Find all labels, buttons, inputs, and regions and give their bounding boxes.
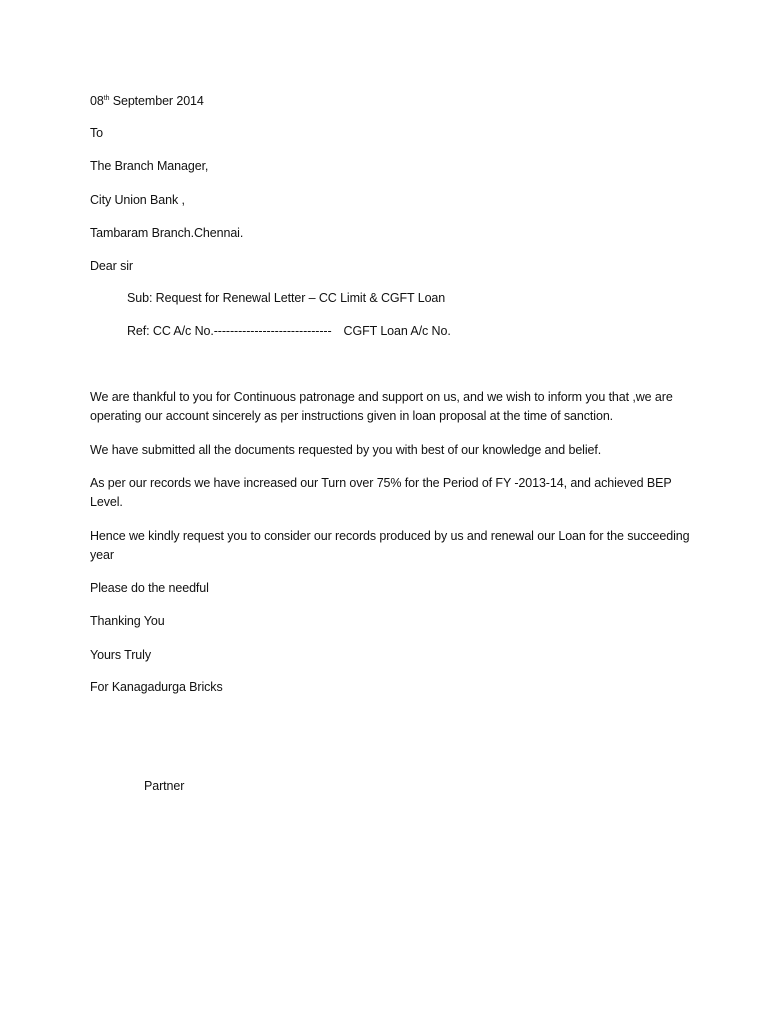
reference-cgft: CGFT Loan A/c No.	[343, 324, 451, 338]
company-name: For Kanagadurga Bricks	[90, 680, 223, 694]
thanks-line: Thanking You	[90, 614, 165, 628]
body-paragraph-3: As per our records we have increased our Turn over 75% for the Period of FY -2013-14, and achieved BEP Level.	[90, 476, 672, 509]
recipient-bank: City Union Bank ,	[90, 193, 185, 207]
sign-off: Yours Truly	[90, 648, 151, 662]
date-suffix: th	[103, 95, 110, 102]
date-month-year: September 2014	[109, 94, 204, 108]
salutation: Dear sir	[90, 259, 133, 273]
recipient-branch: Tambaram Branch.Chennai.	[90, 226, 244, 240]
letter-date	[90, 92, 204, 111]
reference-cc: Ref: CC A/c No.-----------------------------	[127, 324, 332, 338]
signatory-title: Partner	[144, 779, 185, 793]
to-label: To	[90, 126, 104, 140]
recipient-title: The Branch Manager,	[90, 159, 209, 173]
subject-line: Sub: Request for Renewal Letter – CC Limit & CGFT Loan	[127, 291, 446, 305]
date-day: 08	[90, 94, 104, 108]
closing-request: Please do the needful	[90, 581, 209, 595]
body-paragraph-4: Hence we kindly request you to consider our records produced by us and renewal our Loan for the succeeding year	[90, 529, 690, 562]
reference-line	[127, 322, 451, 341]
body-paragraph-1: We are thankful to you for Continuous patronage and support on us, and we wish to inform you that ,we are operating our account sincerely as per instructions given in loan proposal at the time of sanction.	[90, 390, 673, 423]
body-paragraph-2: We have submitted all the documents requested by you with best of our knowledge and belief.	[90, 443, 602, 457]
